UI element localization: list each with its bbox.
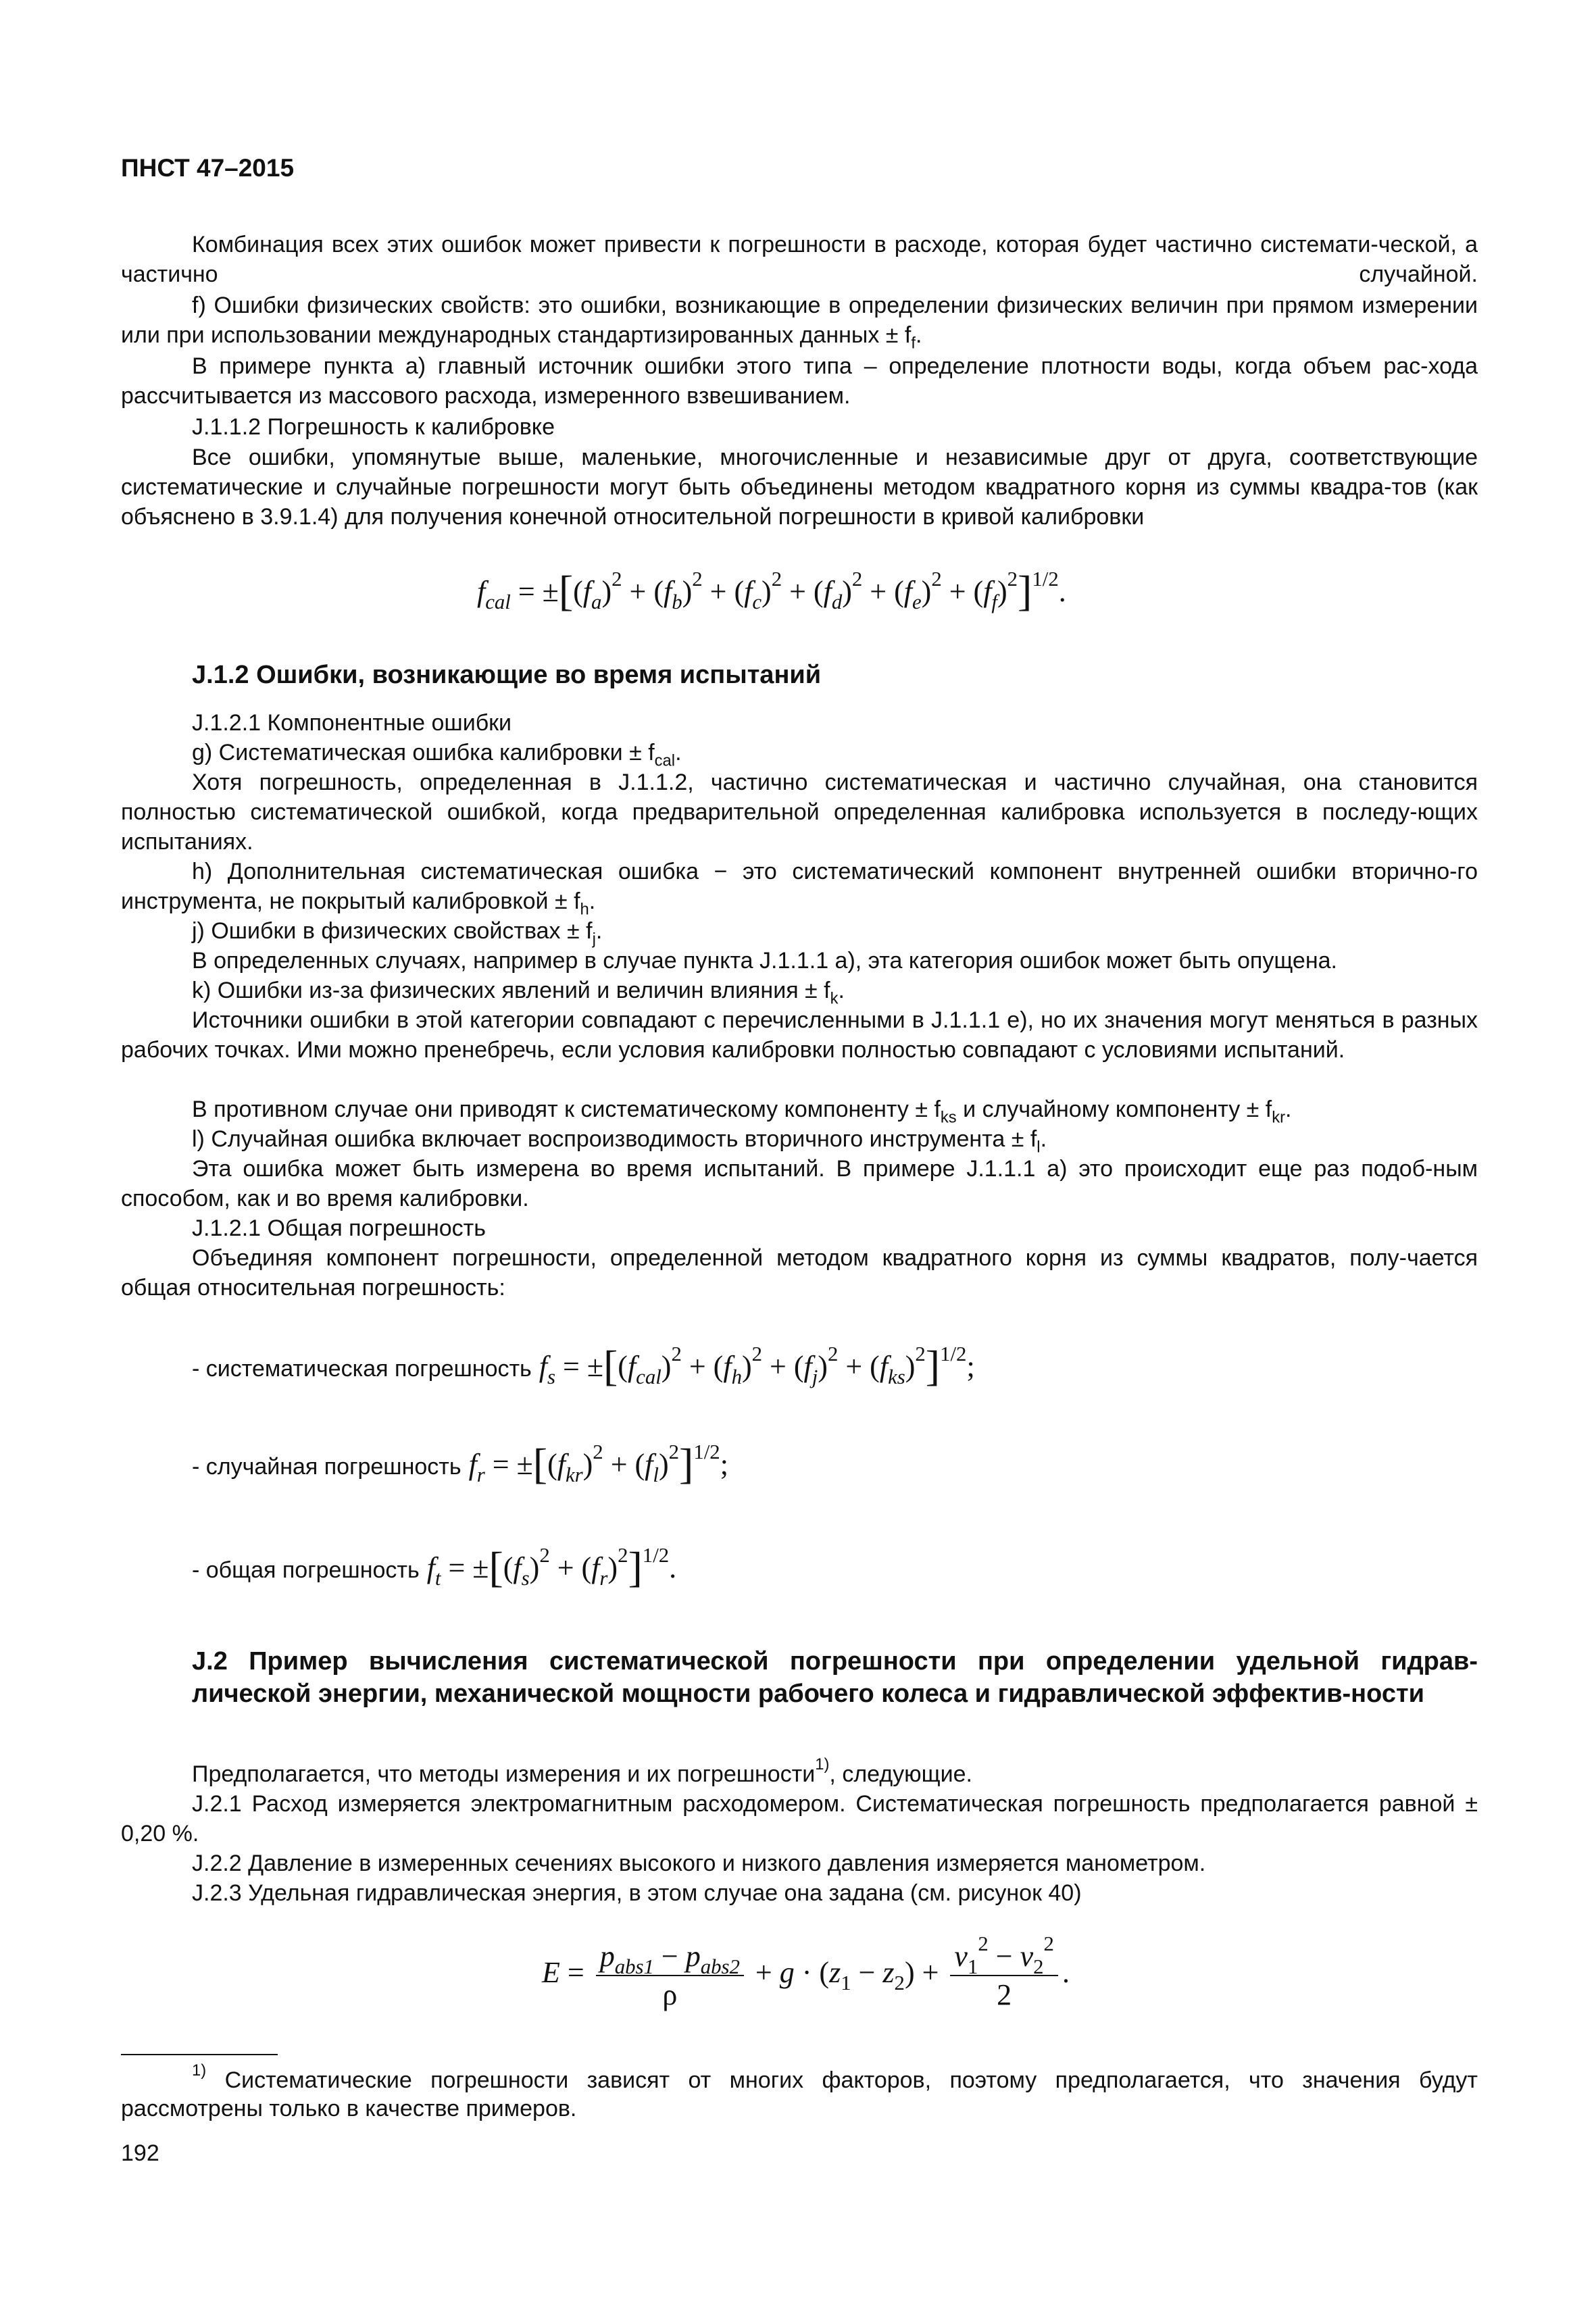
- paragraph: f) Ошибки физических свойств: это ошибки, возникающие в определении физических величин при прямом измерении или при использовании международных стандартизированных данных ± $f_f$.: [121, 293, 1478, 353]
- total-formula: - общая погрешность $f_t = \pm[(f_s)^2 + (f_r)^2]^{1/2}$.: [192, 1543, 677, 1591]
- paragraph: Источники ошибки в этой категории совпадают с перечисленными в J.1.1.1 е), но их значения могут меняться в разных рабочих точках. Ими можно пренебречь, если условия калибровки полностью совпадают с условиями испытаний.: [121, 1007, 1478, 1063]
- paragraph: J.2.3 Удельная гидравлическая энергия, в этом случае она задана (см. рисунок 40): [192, 1880, 1082, 1906]
- paragraph: Объединяя компонент погрешности, определенной методом квадратного корня из суммы квадратов, полу-чается общая относительная погрешность:: [121, 1245, 1478, 1301]
- paragraph: Эта ошибка может быть измерена во время испытаний. В примере J.1.1.1 а) это происходит еще раз подоб-ным способом, как и во время калибровки.: [121, 1156, 1478, 1211]
- energy-formula: E = $\frac{p_{abs1} - p_{abs2}}{\rho}$ + $g \cdot (z_1 - z_2)$ + $\frac{v_1^2 - v_2^2}{2}$ .: [542, 1932, 1070, 2011]
- paragraph: k) Ошибки из-за физических явлений и величин влияния ± $f_k$.: [192, 978, 845, 1008]
- paragraph: В примере пункта а) главный источник ошибки этого типа – определение плотности воды, когда объем рас-хода рассчитывается из массового расхода, измеренного взвешиванием.: [121, 353, 1478, 409]
- systematic-formula: - систематическая погрешность $f_s = \pm[(f_{cal})^2 + (f_h)^2 + (f_j)^2 + (f_{ks})^2]^{1/2}$;: [192, 1342, 975, 1390]
- paragraph: Все ошибки, упомянутые выше, маленькие, многочисленные и независимые друг от друга, соответствующие систематические и случайные погрешности могут быть объединены методом квадратного корня из суммы квадра-тов (как объяснено в 3.9.1.4) для получения конечной относительной погрешности в кривой калибровки: [121, 445, 1478, 530]
- subsection-heading: J.1.2.1 Общая погрешность: [192, 1215, 486, 1241]
- paragraph: Комбинация всех этих ошибок может привести к погрешности в расходе, которая будет частично системати-ческой, а частично случайной.: [121, 232, 1478, 287]
- paragraph: Хотя погрешность, определенная в J.1.1.2, частично систематическая и частично случайная, она становится полностью систематической ошибкой, когда предварительной определенная калибровка используется в последу-ющих испытаниях.: [121, 770, 1478, 855]
- subsection-heading: J.1.2.1 Компонентные ошибки: [192, 710, 512, 736]
- section-heading: J.1.2 Ошибки, возникающие во время испытаний: [192, 661, 822, 689]
- paragraph: l) Случайная ошибка включает воспроизводимость вторичного инструмента ± $f_l$.: [192, 1126, 1047, 1157]
- footnote-divider: [121, 2054, 278, 2055]
- document-code: ПНСТ 47–2015: [121, 154, 295, 182]
- section-heading: J.2 Пример вычисления систематической погрешности при определении удельной гидрав-лической энергии, механической мощности рабочего колеса и гидравлической эффектив-ности: [192, 1647, 1478, 1708]
- paragraph: j) Ошибки в физических свойствах ± $f_j$.: [192, 918, 603, 949]
- calibration-formula: $f_{cal} = \pm[(f_a)^2 + (f_b)^2 + (f_c)^2 + (f_d)^2 + (f_e)^2 + (f_f)^2]^{1/2}$.: [477, 567, 1066, 615]
- page-number: 192: [121, 2140, 159, 2166]
- paragraph: J.2.2 Давление в измеренных сечениях высокого и низкого давления измеряется манометром.: [192, 1851, 1206, 1876]
- paragraph: g) Систематическая ошибка калибровки ± $f_{cal}$.: [192, 740, 682, 770]
- random-formula: - случайная погрешность $f_r = \pm[(f_{kr})^2 + (f_l)^2]^{1/2}$;: [192, 1440, 728, 1488]
- paragraph: J.2.1 Расход измеряется электромагнитным расходомером. Систематическая погрешность предполагается равной ± 0,20 %.: [121, 1791, 1478, 1846]
- paragraph: В противном случае они приводят к систематическому компоненту ± $f_{ks}$ и случайному компоненту ± $f_{kr}$.: [192, 1097, 1292, 1127]
- subsection-heading: J.1.1.2 Погрешность к калибровке: [192, 414, 555, 440]
- paragraph: h) Дополнительная систематическая ошибка − это систематический компонент внутренней ошибки вторично-го инструмента, не покрытый калибровкой ± $f_h$.: [121, 859, 1478, 919]
- total-label: - общая погрешность: [192, 1557, 420, 1583]
- systematic-label: - систематическая погрешность: [192, 1356, 532, 1382]
- paragraph: В определенных случаях, например в случае пункта J.1.1.1 а), эта категория ошибок может быть опущена.: [192, 948, 1337, 974]
- footnote: $^{1)}$ Систематические погрешности зависят от многих факторов, поэтому предполагается, что значения будут рассмотрены только в качестве примеров.: [121, 2061, 1478, 2121]
- paragraph: Предполагается, что методы измерения и их погрешности$^{1)}$, следующие.: [192, 1755, 972, 1787]
- random-label: - случайная погрешность: [192, 1454, 462, 1480]
